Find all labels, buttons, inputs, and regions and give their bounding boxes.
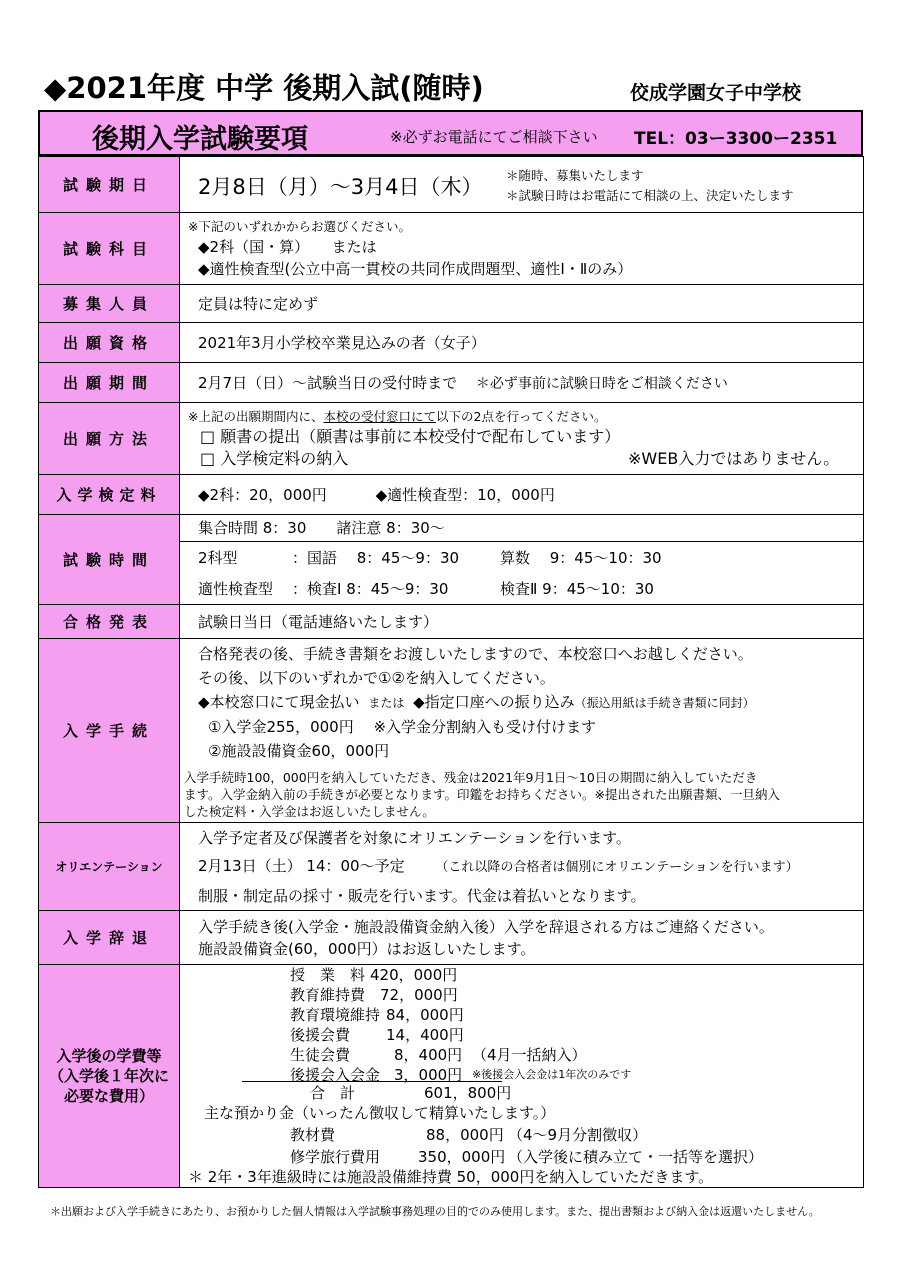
label-schedule: 試験時間 bbox=[39, 515, 180, 605]
schedule-2ka-label: 2科型 bbox=[198, 549, 238, 567]
fee-item-amount: 84，000円 bbox=[386, 1006, 464, 1024]
value-capacity: 定員は特に定めず bbox=[180, 285, 864, 323]
label-period: 出願期間 bbox=[39, 363, 180, 403]
row-result bbox=[39, 605, 864, 639]
procedure-line-5: ②施設設備資金60，000円 bbox=[208, 741, 390, 760]
withdrawal-line-1: 入学手続き後(入学金・施設設備資金納入後）入学を辞退される方はご連絡ください。 bbox=[198, 917, 774, 936]
deposit-name: 教材費 bbox=[290, 1126, 336, 1144]
total-label: 合 計 bbox=[310, 1084, 356, 1102]
fee-item-amount: 8，400円 bbox=[394, 1046, 463, 1064]
fee-item-note: （4月一括納入） bbox=[472, 1046, 587, 1064]
tuition-label-2: （入学後１年次に bbox=[48, 1067, 169, 1085]
subjects-line-2: ◆2科（国・算） または bbox=[198, 237, 377, 256]
method-line-1c: 以下の2点を行ってください。 bbox=[436, 408, 607, 424]
period-value: 2月7日（日）～試験当日の受付時まで bbox=[198, 374, 458, 392]
schedule-kensa-1: ：検査Ⅰ 8：45～9：30 bbox=[292, 580, 449, 598]
procedure-transfer-note: （振込用紙は手続き書類に同封） bbox=[574, 695, 755, 710]
row-subjects bbox=[39, 213, 864, 285]
banner-tel: TEL：03ー3300ー2351 bbox=[634, 129, 838, 149]
row-period bbox=[39, 363, 864, 403]
procedure-line-8: した検定料・入学金はお返しいたしません。 bbox=[184, 803, 435, 819]
value-eligibility: 2021年3月小学校卒業見込みの者（女子） bbox=[180, 323, 864, 363]
row-procedure bbox=[39, 639, 864, 823]
value-result: 試験日当日（電話連絡いたします） bbox=[180, 605, 864, 639]
fee-item-name: 後援会費 bbox=[290, 1026, 351, 1044]
row-withdrawal bbox=[39, 911, 864, 965]
info-table bbox=[38, 156, 864, 1188]
deposit-amount: 350，000円 bbox=[418, 1148, 506, 1166]
value-withdrawal bbox=[180, 911, 864, 965]
method-line-3-text: □ 入学検定料の納入 bbox=[200, 448, 349, 468]
value-subjects bbox=[180, 213, 864, 285]
subjects-line-3: ◆適性検査型(公立中高一貫校の共同作成問題型、適性Ⅰ・Ⅱのみ） bbox=[198, 259, 633, 278]
procedure-transfer: ◆指定口座への振り込み bbox=[413, 692, 575, 711]
label-fee: 入学検定料 bbox=[39, 475, 180, 515]
value-procedure bbox=[180, 639, 864, 823]
procedure-line-2: その後、以下のいずれかで①②を納入してください。 bbox=[198, 668, 555, 687]
label-tuition bbox=[39, 965, 180, 1188]
fee-item-amount: 14，400円 bbox=[386, 1026, 464, 1044]
withdrawal-line-2: 施設設備資金(60，000円）はお返しいたします。 bbox=[198, 939, 536, 958]
tuition-label-1: 入学後の学費等 bbox=[56, 1047, 162, 1065]
row-method bbox=[39, 403, 864, 475]
label-subjects: 試験科目 bbox=[39, 213, 180, 285]
schedule-tekisei-label: 適性検査型 bbox=[198, 580, 274, 598]
value-period bbox=[180, 363, 864, 403]
method-web-note: ※WEB入力ではありません。 bbox=[628, 448, 840, 468]
value-tuition bbox=[180, 965, 864, 1188]
orientation-note: （これ以降の合格者は個別にオリエンテーションを行います） bbox=[435, 859, 799, 875]
schedule-2ka-kokugo: ：国語 8：45～9：30 bbox=[292, 549, 460, 567]
procedure-line-1: 合格発表の後、手続き書類をお渡しいたしますので、本校窓口へお越しください。 bbox=[198, 644, 753, 663]
label-withdrawal: 入学辞退 bbox=[39, 911, 180, 965]
fee-item-name: 教育環境維持 bbox=[290, 1006, 381, 1024]
subjects-line-1: ※下記のいずれかからお選びください。 bbox=[188, 218, 411, 234]
orientation-line-3: 制服・制定品の採寸・販売を行います。代金は着払いとなります。 bbox=[198, 886, 646, 905]
procedure-cash: ◆本校窓口にて現金払い bbox=[198, 692, 360, 711]
value-schedule bbox=[180, 515, 864, 605]
banner-note: ※必ずお電話にてご相談下さい bbox=[390, 128, 598, 146]
orientation-line-2 bbox=[198, 852, 853, 882]
schedule-line-2 bbox=[180, 542, 863, 573]
orientation-date: 2月13日（土） 14：00～予定 bbox=[198, 856, 405, 875]
schedule-2ka-sansu: 算数 9：45～10：30 bbox=[500, 549, 662, 567]
schedule-line-3 bbox=[180, 573, 863, 604]
school-name: 佼成学園女子中学校 bbox=[630, 82, 802, 104]
label-exam-date: 試験期日 bbox=[39, 157, 180, 213]
fee-item-amount: 3，000円 bbox=[394, 1066, 463, 1084]
value-method bbox=[180, 403, 864, 475]
fee-item-name: 生徒会費 bbox=[290, 1046, 351, 1064]
fee-2ka: ◆2科：20，000円 bbox=[198, 486, 327, 504]
procedure-line-4: ①入学金255，000円 ※入学金分割納入も受け付けます bbox=[208, 717, 597, 736]
period-note: ＊必ず事前に試験日時をご相談ください bbox=[475, 376, 728, 392]
tuition-footer: ＊ 2年・3年進級時には施設設備維持費 50，000円を納入していただきます。 bbox=[188, 1168, 714, 1186]
fee-item-name: 後援会入会金 bbox=[290, 1066, 381, 1084]
method-line-1a: ※上記の出願期間内に、 bbox=[188, 408, 324, 424]
fee-item-name: 授 業 料 bbox=[290, 966, 366, 984]
banner-title: 後期入学試験要項 bbox=[92, 124, 308, 155]
total-divider bbox=[242, 1081, 502, 1082]
fee-item-note: ※後援会入会金は1年次のみです bbox=[472, 1068, 632, 1081]
fee-tekisei: ◆適性検査型：10，000円 bbox=[375, 486, 555, 504]
schedule-kensa-2: 検査Ⅱ 9：45～10：30 bbox=[500, 580, 654, 598]
label-procedure: 入学手続 bbox=[39, 639, 180, 823]
deposit-amount: 88，000円 bbox=[426, 1126, 504, 1144]
total-amount: 601，800円 bbox=[424, 1084, 512, 1102]
fee-item-name: 教育維持費 bbox=[290, 986, 366, 1004]
row-capacity bbox=[39, 285, 864, 323]
row-orientation bbox=[39, 823, 864, 911]
tuition-label-3: 必要な費用） bbox=[63, 1087, 154, 1105]
header bbox=[0, 0, 905, 120]
label-method: 出願方法 bbox=[39, 403, 180, 475]
procedure-line-7: ます。入学金納入前の手続きが必要となります。印鑑をお持ちください。※提出された出願書類、一旦納入 bbox=[184, 786, 780, 802]
procedure-line-3 bbox=[184, 690, 859, 715]
orientation-line-1: 入学予定者及び保護者を対象にオリエンテーションを行います。 bbox=[198, 828, 631, 847]
label-capacity: 募集人員 bbox=[39, 285, 180, 323]
exam-date-note-1: ＊随時、募集いたします bbox=[506, 168, 644, 183]
procedure-line-6: 入学手続時100，000円を納入していただき、残金は2021年9月1日～10日の期間に納入していただき bbox=[184, 769, 758, 785]
schedule-line-1: 集合時間 8：30 諸注意 8：30～ bbox=[180, 515, 863, 542]
footnote: ＊出願および入学手続きにあたり、お預かりした個人情報は入学試験事務処理の目的でのみ使用します。また、提出書類および納入金は返還いたしません。 bbox=[50, 1205, 820, 1218]
tuition-fees bbox=[180, 965, 863, 1187]
label-orientation: オリエンテーション bbox=[39, 823, 180, 911]
label-result: 合格発表 bbox=[39, 605, 180, 639]
exam-date-note-2: ＊試験日時はお電話にて相談の上、決定いたします bbox=[506, 188, 794, 203]
method-line-1 bbox=[188, 408, 853, 426]
label-eligibility: 出願資格 bbox=[39, 323, 180, 363]
banner bbox=[38, 110, 863, 156]
deposit-name: 修学旅行費用 bbox=[290, 1148, 381, 1166]
value-exam-date bbox=[180, 157, 864, 213]
value-fee bbox=[180, 475, 864, 515]
method-line-3 bbox=[188, 448, 853, 470]
deposit-note: （4～9月分割徴収） bbox=[508, 1126, 648, 1144]
method-line-1b: 本校の受付窓口にて bbox=[323, 408, 436, 424]
deposit-title: 主な預かり金（いったん徴収して精算いたします。） bbox=[204, 1104, 556, 1122]
row-exam-date bbox=[39, 157, 864, 213]
method-line-2: □ 願書の提出（願書は事前に本校受付で配布しています） bbox=[200, 426, 621, 446]
page-title: ◆2021年度 中学 後期入試(随時) bbox=[44, 71, 484, 105]
value-orientation bbox=[180, 823, 864, 911]
row-schedule bbox=[39, 515, 864, 605]
exam-date-range: 2月8日（月）～3月4日（木） bbox=[198, 175, 483, 199]
row-tuition bbox=[39, 965, 864, 1188]
procedure-or: または bbox=[368, 695, 405, 710]
fee-item-amount: 420，000円 bbox=[370, 966, 458, 984]
row-fee bbox=[39, 475, 864, 515]
deposit-note: （入学後に積み立て・一括等を選択） bbox=[508, 1148, 764, 1166]
row-eligibility bbox=[39, 323, 864, 363]
fee-item-amount: 72，000円 bbox=[380, 986, 458, 1004]
